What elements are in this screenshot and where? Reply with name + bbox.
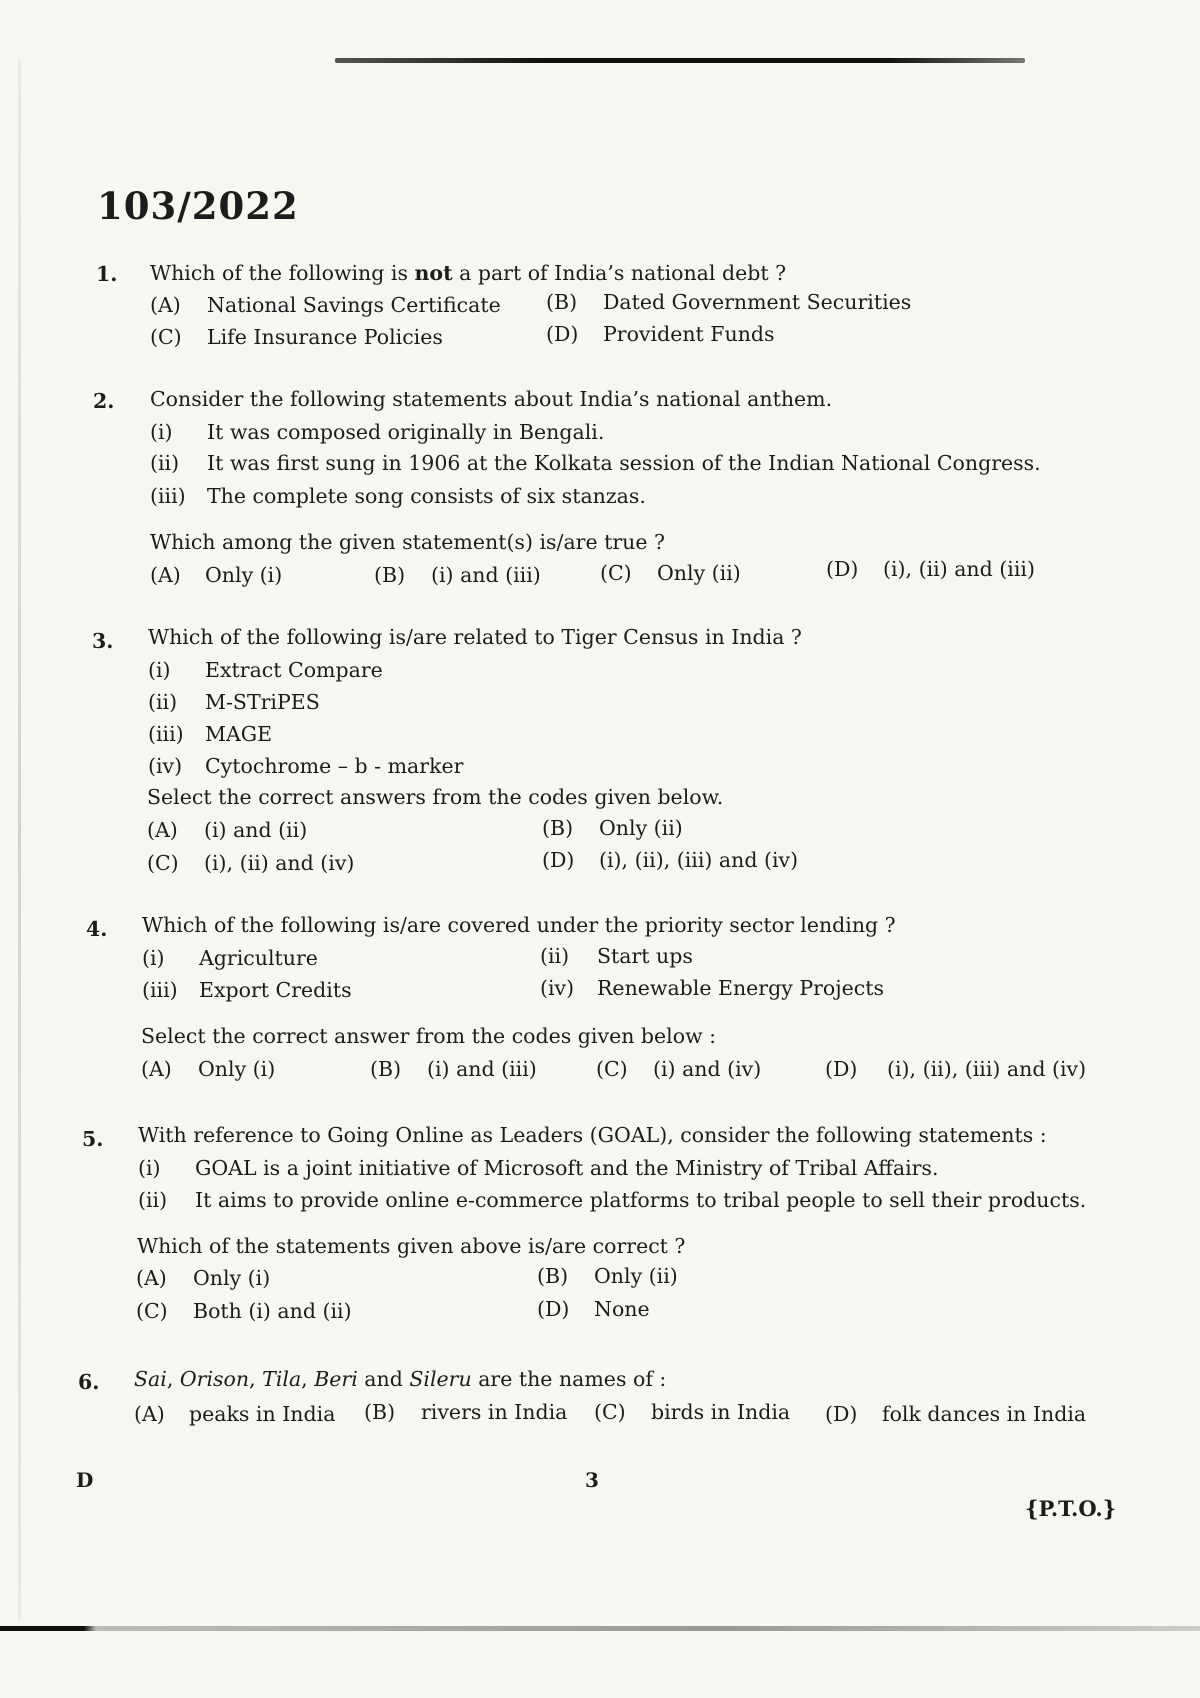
option-text: Only (i) (193, 1266, 271, 1290)
name-term: Tila (262, 1367, 302, 1391)
statement-label: (iv) (540, 976, 575, 1000)
option-text: Only (i) (198, 1057, 276, 1081)
option-text: (i) and (iv) (653, 1057, 762, 1081)
option-text: Only (i) (205, 563, 283, 587)
option-label: (D) (825, 1057, 858, 1081)
option-label: (A) (134, 1402, 165, 1426)
question-prompt: Select the correct answer from the codes given below : (141, 1024, 717, 1048)
question-prompt: Select the correct answers from the codes given below. (147, 785, 724, 809)
question-number: 6. (78, 1370, 100, 1394)
text-part: a part of India’s national debt ? (452, 261, 787, 285)
paper-code: 103/2022 (97, 184, 299, 228)
option-d (825, 1057, 1086, 1081)
option-b (370, 1057, 537, 1081)
separator: , (249, 1367, 263, 1391)
option-text: (i), (ii) and (iii) (883, 557, 1035, 581)
statement-iv (540, 976, 884, 1000)
option-c (150, 325, 443, 349)
statement-iv (148, 754, 463, 778)
please-turn-over: {P.T.O.} (1025, 1496, 1117, 1521)
option-b (364, 1400, 567, 1424)
option-text: None (594, 1297, 650, 1321)
option-text: (i), (ii) and (iv) (204, 851, 355, 875)
text-part: are the names of : (471, 1367, 667, 1391)
option-text: peaks in India (189, 1402, 336, 1426)
statement-label: (i) (150, 420, 173, 444)
option-a (150, 293, 501, 317)
statement-text: It was first sung in 1906 at the Kolkata session of the Indian National Congress. (207, 451, 1041, 475)
option-label: (B) (364, 1400, 396, 1424)
option-label: (D) (546, 322, 579, 346)
question-number: 2. (93, 389, 115, 413)
statement-label: (ii) (540, 944, 570, 968)
option-a (134, 1402, 335, 1426)
statement-text: MAGE (205, 722, 273, 746)
name-term: Beri (314, 1367, 358, 1391)
statement-iii (150, 484, 646, 508)
statement-ii (540, 944, 693, 968)
option-text: Dated Government Securities (603, 290, 912, 314)
statement-label: (iv) (148, 754, 183, 778)
statement-label: (ii) (150, 451, 180, 475)
option-text: rivers in India (421, 1400, 568, 1424)
question-prompt: Which among the given statement(s) is/are true ? (150, 530, 666, 554)
question-text: With reference to Going Online as Leaders (GOAL), consider the following statements : (138, 1123, 1047, 1147)
bottom-rule (0, 1626, 1200, 1631)
option-b (546, 290, 911, 314)
statement-label: (iii) (150, 484, 186, 508)
statement-i (138, 1156, 938, 1180)
option-a (136, 1266, 270, 1290)
option-c (596, 1057, 761, 1081)
question-text (150, 261, 786, 285)
question-number: 4. (86, 917, 108, 941)
statement-iii (148, 722, 272, 746)
name-term: Orison (179, 1367, 250, 1391)
question-set-code: D (76, 1468, 94, 1492)
question-text: Which of the following is/are related to Tiger Census in India ? (148, 625, 802, 649)
option-d (825, 1402, 1086, 1426)
statement-text: It was composed originally in Bengali. (207, 420, 605, 444)
option-label: (B) (542, 816, 574, 840)
option-label: (A) (136, 1266, 167, 1290)
statement-label: (ii) (138, 1188, 168, 1212)
question-number: 5. (82, 1127, 104, 1151)
question-text: Consider the following statements about India’s national anthem. (150, 387, 833, 411)
option-text: Only (ii) (599, 816, 683, 840)
name-term: Sileru (409, 1367, 472, 1391)
option-text: Both (i) and (ii) (193, 1299, 352, 1323)
separator: , (301, 1367, 315, 1391)
scan-edge (18, 60, 21, 1620)
option-b (374, 563, 541, 587)
top-rule (335, 58, 1025, 63)
option-d (826, 557, 1035, 581)
option-d (546, 322, 775, 346)
statement-text: Cytochrome – b - marker (205, 754, 464, 778)
option-a (150, 563, 282, 587)
statement-ii (150, 451, 1041, 475)
text-emphasis: not (414, 261, 453, 285)
statement-text: Renewable Energy Projects (597, 976, 884, 1000)
statement-i (142, 946, 318, 970)
statement-ii (138, 1188, 1086, 1212)
option-b (542, 816, 683, 840)
option-label: (C) (147, 851, 179, 875)
statement-label: (i) (142, 946, 165, 970)
statement-ii (148, 690, 320, 714)
option-text: folk dances in India (882, 1402, 1087, 1426)
option-label: (A) (141, 1057, 172, 1081)
option-text: (i), (ii), (iii) and (iv) (887, 1057, 1087, 1081)
option-text: (i) and (ii) (204, 818, 308, 842)
statement-text: M-STriPES (205, 690, 320, 714)
statement-label: (ii) (148, 690, 178, 714)
option-d (537, 1297, 650, 1321)
option-label: (B) (537, 1264, 569, 1288)
statement-text: Export Credits (199, 978, 352, 1002)
option-text: birds in India (651, 1400, 791, 1424)
option-label: (A) (147, 818, 178, 842)
option-label: (B) (370, 1057, 402, 1081)
statement-i (150, 420, 604, 444)
option-d (542, 848, 798, 872)
statement-label: (iii) (142, 978, 178, 1002)
statement-text: GOAL is a joint initiative of Microsoft and the Ministry of Tribal Affairs. (195, 1156, 939, 1180)
statement-text: It aims to provide online e-commerce platforms to tribal people to sell their products. (195, 1188, 1087, 1212)
question-number: 3. (92, 629, 114, 653)
option-label: (D) (537, 1297, 570, 1321)
option-label: (D) (826, 557, 859, 581)
option-c (136, 1299, 352, 1323)
question-text: Which of the following is/are covered under the priority sector lending ? (142, 913, 896, 937)
statement-label: (iii) (148, 722, 184, 746)
option-label: (A) (150, 293, 181, 317)
separator: , (166, 1367, 180, 1391)
option-label: (B) (374, 563, 406, 587)
question-number: 1. (96, 262, 118, 286)
option-label: (D) (542, 848, 575, 872)
text-part: Which of the following is (150, 261, 415, 285)
option-c (600, 561, 741, 585)
question-prompt: Which of the statements given above is/are correct ? (137, 1234, 686, 1258)
option-label: (D) (825, 1402, 858, 1426)
separator: and (357, 1367, 410, 1391)
option-text: (i), (ii), (iii) and (iv) (599, 848, 799, 872)
statement-text: The complete song consists of six stanzas. (207, 484, 646, 508)
option-label: (C) (600, 561, 632, 585)
option-text: National Savings Certificate (207, 293, 501, 317)
statement-text: Extract Compare (205, 658, 383, 682)
option-label: (B) (546, 290, 578, 314)
option-a (141, 1057, 275, 1081)
option-label: (A) (150, 563, 181, 587)
question-text (134, 1367, 666, 1391)
page-number: 3 (585, 1468, 599, 1492)
option-b (537, 1264, 678, 1288)
statement-label: (i) (148, 658, 171, 682)
option-label: (C) (136, 1299, 168, 1323)
option-text: (i) and (iii) (431, 563, 541, 587)
option-text: Only (ii) (657, 561, 741, 585)
option-text: Provident Funds (603, 322, 775, 346)
option-label: (C) (596, 1057, 628, 1081)
option-label: (C) (150, 325, 182, 349)
option-text: (i) and (iii) (427, 1057, 537, 1081)
option-text: Only (ii) (594, 1264, 678, 1288)
option-label: (C) (594, 1400, 626, 1424)
statement-text: Start ups (597, 944, 693, 968)
statement-text: Agriculture (199, 946, 318, 970)
option-c (594, 1400, 790, 1424)
statement-label: (i) (138, 1156, 161, 1180)
statement-iii (142, 978, 352, 1002)
option-a (147, 818, 307, 842)
name-term: Sai (134, 1367, 167, 1391)
statement-i (148, 658, 383, 682)
option-text: Life Insurance Policies (207, 325, 443, 349)
option-c (147, 851, 354, 875)
